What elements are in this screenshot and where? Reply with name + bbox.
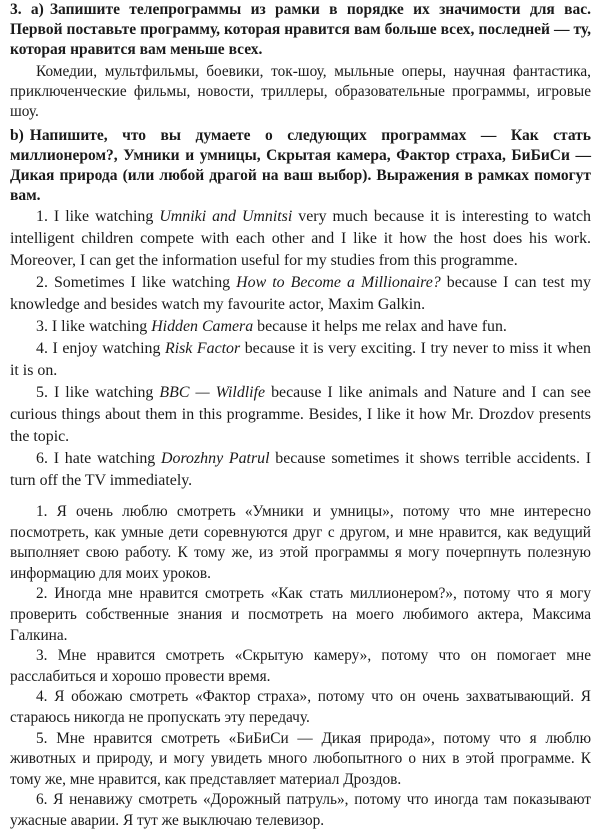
task-3b-heading-text: Напишите, что вы думаете о следующих программах — Как стать миллионером?, Умники и умницы, Скрытая камера, Фактор страха, БиБиСи — Дикая природа (или любой драгой на ваш выбор). Выражения в рамках помогут вам. bbox=[10, 127, 591, 204]
answer-en-3-post: because it helps me relax and have fun. bbox=[253, 318, 507, 335]
answer-ru-5: 5. Мне нравится смотреть «БиБиСи — Дикая природа», потому что я люблю животных и природу, и могу увидеть много любопытного о них в этой программе. К тому же, мне нравится, как представляет материал Дроздов. bbox=[10, 729, 591, 788]
answer-ru-4: 4. Я обожаю смотреть «Фактор страха», потому что он очень захватывающий. Я стараюсь никогда не пропускать эту передачу. bbox=[10, 688, 591, 726]
task-3b-number: b) bbox=[10, 127, 24, 144]
answer-en-2-pre: 2. Sometimes I like watching bbox=[36, 274, 237, 291]
answer-en-1-pre: 1. I like watching bbox=[36, 208, 160, 225]
answer-en-5-post: because I like animals and Nature and I can see curious things about them in this programme. Besides, I like it how Mr. Drozdov presents the topic. bbox=[10, 384, 591, 445]
task-3b-heading bbox=[10, 126, 591, 206]
answer-en-1-post: very much because it is interesting to watch intelligent children compete with each other and I like it how the host does his work. Moreover, I can get the information useful for my studies from this programme. bbox=[10, 208, 591, 269]
answers-russian bbox=[10, 502, 591, 832]
answer-en-1-title: Umniki and Umnitsi bbox=[159, 208, 293, 225]
answer-en-4-pre: 4. I enjoy watching bbox=[36, 340, 165, 357]
answer-en-6-post: because sometimes it shows terrible accidents. I turn off the TV immediately. bbox=[10, 450, 592, 489]
answer-en-1 bbox=[10, 206, 591, 272]
answer-ru-3: 3. Мне нравится смотреть «Скрытую камеру», потому что он помогает мне расслабиться и хорошо провести время. bbox=[10, 647, 591, 685]
answer-en-4-title: Risk Factor bbox=[165, 340, 241, 357]
answer-en-3 bbox=[10, 316, 591, 338]
answer-en-3-title: Hidden Camera bbox=[151, 318, 254, 335]
answer-en-4-post: because it is very exciting. I try never to miss it when it is on. bbox=[10, 340, 591, 379]
answer-en-5-title: BBC — Wildlife bbox=[159, 384, 266, 401]
task-3a-program-list: Комедии, мультфильмы, боевики, ток-шоу, мыльные оперы, научная фантастика, приключенческие фильмы, новости, триллеры, образовательные программы, игровые шоу. bbox=[10, 63, 591, 120]
answer-en-4 bbox=[10, 338, 591, 382]
answer-en-6 bbox=[10, 448, 591, 492]
answer-en-2-post: because I can test my knowledge and besides watch my favourite actor, Maxim Galkin. bbox=[10, 274, 591, 313]
task-3a-heading bbox=[10, 0, 591, 60]
answer-en-5 bbox=[10, 382, 591, 448]
task-3a-heading-text: Запишите телепрограммы из рамки в порядке их значимости для вас. Первой поставьте программу, которая нравится вам больше всех, последней — ту, которая нравится вам меньше всех. bbox=[10, 1, 591, 58]
answers-english bbox=[10, 206, 591, 492]
answer-ru-2: 2. Иногда мне нравится смотреть «Как стать миллионером?», потому что я могу проверить собственные знания и посмотреть на моего любимого актера, Максима Галкина. bbox=[10, 585, 591, 644]
task-3a-number: 3. а) bbox=[10, 1, 44, 18]
answer-ru-1: 1. Я очень люблю смотреть «Умники и умницы», потому что мне интересно посмотреть, как умные дети соревнуются друг с другом, и мне нравится, как ведущий выполняет свою работу. К тому же, из этой программы я могу почерпнуть полезную информацию для моих уроков. bbox=[10, 503, 591, 582]
answer-en-6-title: Dorozhny Patrul bbox=[161, 450, 270, 467]
task-3a bbox=[10, 0, 591, 122]
task-3b bbox=[10, 126, 591, 206]
answer-en-2 bbox=[10, 272, 591, 316]
answer-en-6-pre: 6. I hate watching bbox=[36, 450, 162, 467]
answer-en-3-pre: 3. I like watching bbox=[36, 318, 152, 335]
answer-ru-6: 6. Я ненавижу смотреть «Дорожный патруль», потому что иногда там показывают ужасные аварии. Я тут же выключаю телевизор. bbox=[10, 791, 591, 829]
answer-en-2-title: How to Become a Millionaire? bbox=[236, 274, 441, 291]
answer-en-5-pre: 5. I like watching bbox=[36, 384, 160, 401]
